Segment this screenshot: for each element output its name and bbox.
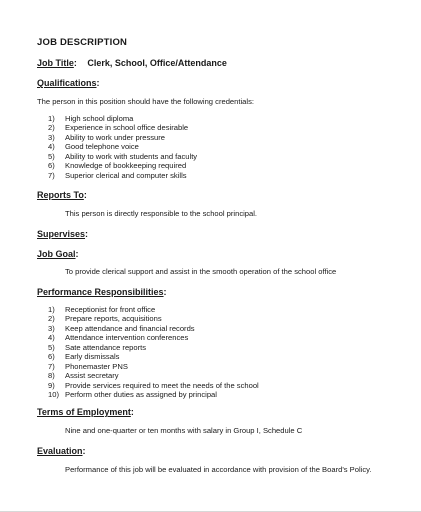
supervises-heading (37, 229, 88, 239)
responsibility-item-text: Early dismissals (65, 352, 120, 362)
qualification-item (48, 114, 197, 123)
responsibility-item-text: Provide services required to meet the needs of the school (65, 380, 259, 390)
qualification-item (48, 142, 197, 151)
reports-to-text: This person is directly responsible to the school principal. (65, 209, 258, 218)
qualification-item-text: Superior clerical and computer skills (65, 170, 187, 180)
responsibility-item (48, 371, 259, 380)
qualification-item-number: 5) (48, 151, 55, 161)
document-title: JOB DESCRIPTION (37, 37, 128, 48)
responsibility-item (48, 314, 259, 323)
qualification-item (48, 161, 197, 170)
qualification-item-text: Experience in school office desirable (65, 123, 189, 133)
qualification-item-number: 2) (48, 123, 55, 133)
responsibility-item-text: Phonemaster PNS (65, 361, 128, 371)
responsibility-item-text: Assist secretary (65, 371, 119, 381)
responsibility-item (48, 305, 259, 314)
performance-list (48, 305, 259, 399)
responsibility-item-number: 10) (48, 389, 59, 399)
qualifications-intro: The person in this position should have the following credentials: (37, 97, 254, 106)
job-title-line (37, 58, 227, 68)
responsibility-item (48, 362, 259, 371)
job-goal-text: To provide clerical support and assist in the smooth operation of the school office (65, 267, 337, 276)
responsibility-item (48, 381, 259, 390)
job-goal-heading-label: Job Goal (37, 249, 76, 259)
responsibility-item (48, 352, 259, 361)
responsibility-item-number: 3) (48, 323, 55, 333)
qualification-item (48, 152, 197, 161)
job-goal-heading-colon: : (75, 249, 79, 259)
job-title-colon: : (73, 58, 77, 68)
responsibility-item-number: 1) (48, 305, 55, 314)
qualifications-heading (37, 78, 100, 88)
performance-heading-colon: : (163, 287, 167, 297)
supervises-heading-colon: : (85, 229, 89, 239)
qualification-item-number: 6) (48, 161, 55, 171)
responsibility-item-number: 6) (48, 352, 55, 362)
performance-heading (37, 287, 167, 297)
qualification-item-text: Knowledge of bookkeeping required (65, 161, 187, 171)
responsibility-item-text: Sate attendance reports (65, 342, 147, 352)
responsibility-item-number: 8) (48, 371, 55, 381)
qualification-item-number: 3) (48, 132, 55, 142)
terms-heading (37, 407, 134, 417)
qualifications-heading-colon: : (96, 78, 100, 88)
reports-to-heading (37, 190, 87, 200)
job-title-label: Job Title (37, 58, 74, 68)
responsibility-item (48, 324, 259, 333)
supervises-heading-label: Supervises (37, 229, 86, 239)
responsibility-item-text: Attendance intervention conferences (65, 333, 189, 343)
qualification-item-number: 1) (48, 114, 55, 123)
responsibility-item (48, 333, 259, 342)
performance-heading-label: Performance Responsibilities (37, 287, 164, 297)
evaluation-heading-colon: : (82, 446, 86, 456)
reports-to-heading-colon: : (83, 190, 87, 200)
qualification-item-number: 7) (48, 170, 55, 180)
terms-heading-label: Terms of Employment (37, 407, 131, 417)
job-title-value: Clerk, School, Office/Attendance (87, 58, 227, 68)
job-goal-heading (37, 249, 79, 259)
qualification-item-text: Good telephone voice (65, 142, 139, 152)
evaluation-heading (37, 446, 86, 456)
terms-heading-colon: : (130, 407, 134, 417)
evaluation-text: Performance of this job will be evaluated in accordance with provision of the Board's Policy. (65, 465, 372, 474)
qualification-item-text: Ability to work with students and faculty (65, 151, 198, 161)
responsibility-item (48, 390, 259, 399)
terms-text: Nine and one-quarter or ten months with salary in Group I, Schedule C (65, 426, 303, 435)
qualification-item-text: High school diploma (65, 114, 134, 123)
responsibility-item-text: Receptionist for front office (65, 305, 156, 314)
qualification-item (48, 171, 197, 180)
responsibility-item-text: Keep attendance and financial records (65, 323, 195, 333)
evaluation-heading-label: Evaluation (37, 446, 83, 456)
responsibility-item-number: 9) (48, 380, 55, 390)
qualifications-heading-label: Qualifications (37, 78, 97, 88)
qualification-item-number: 4) (48, 142, 55, 152)
reports-to-heading-label: Reports To (37, 190, 84, 200)
responsibility-item-text: Prepare reports, acquisitions (65, 314, 162, 324)
responsibility-item-number: 7) (48, 361, 55, 371)
qualification-item (48, 133, 197, 142)
responsibility-item-text: Perform other duties as assigned by principal (65, 389, 217, 399)
qualification-item (48, 123, 197, 132)
responsibility-item-number: 2) (48, 314, 55, 324)
responsibility-item-number: 5) (48, 342, 55, 352)
responsibility-item (48, 343, 259, 352)
qualifications-list (48, 114, 197, 180)
qualification-item-text: Ability to work under pressure (65, 132, 166, 142)
responsibility-item-number: 4) (48, 333, 55, 343)
